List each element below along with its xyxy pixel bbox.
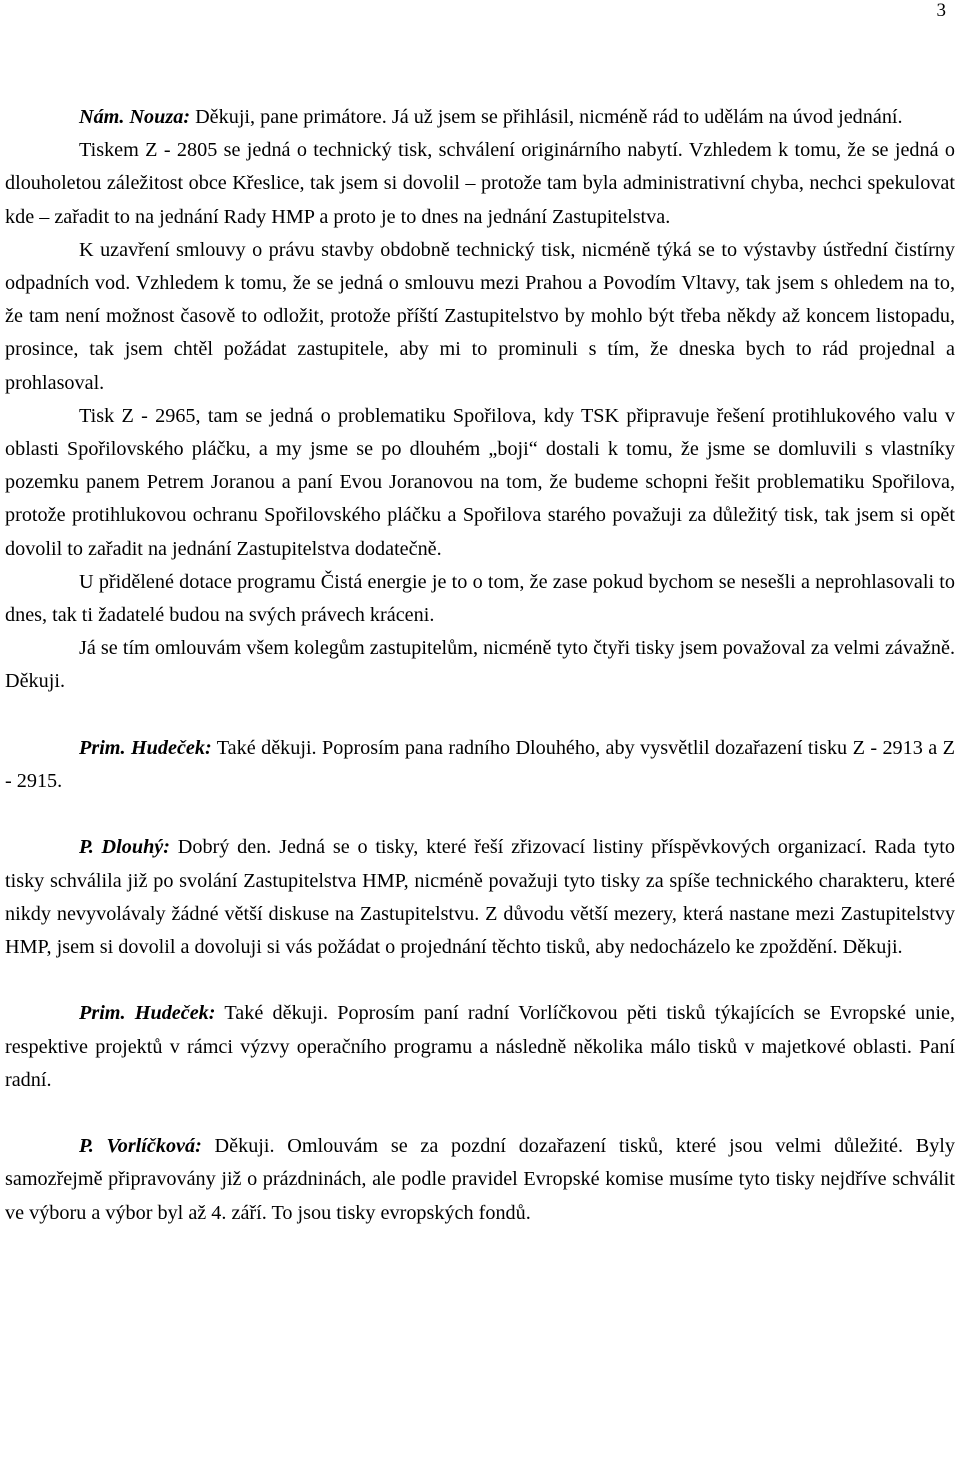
page-number: 3 (936, 0, 946, 21)
paragraph (5, 831, 955, 964)
paragraph (5, 134, 955, 234)
speaker-name: P. Vorlíčková: (79, 1135, 202, 1158)
paragraph-text: Děkuji, pane primátore. Já už jsem se přihlásil, nicméně rád to udělám na úvod jednání. (190, 106, 903, 128)
speaker-name: Nám. Nouza: (79, 106, 191, 128)
paragraph-text: Také děkuji. Poprosím pana radního Dlouhého, aby vysvětlil dozařazení tisku Z - 2913 a Z - 2915. (5, 736, 955, 793)
paragraph-text: K uzavření smlouvy o právu stavby obdobně technický tisk, nicméně týká se to výstavby ústřední čistírny odpadních vod. Vzhledem k tomu, že se jedná o smlouvu mezi Prahou a Povodím Vltavy, tak jsem s ohledem na to, že tam není možnost časově to odložit, protože příští Zastupitelstvo by mohlo být třeba někdy až koncem listopadu, prosince, tak jsem chtěl požádat zastupitele, aby mi to prominuli s tím, že dneska bych to rád projednal a prohlasoval. (5, 238, 955, 394)
speaker-name: P. Dlouhý: (79, 836, 170, 859)
speaker-name: Prim. Hudeček: (79, 736, 212, 759)
paragraph (5, 234, 955, 400)
paragraph (5, 1130, 955, 1230)
paragraph-text: U přidělené dotace programu Čistá energie je to o tom, že zase pokud bychom se nesešli a neprohlasovali to dnes, tak ti žadatelé budou na svých právech kráceni. (5, 570, 955, 627)
paragraph-text: Také děkuji. Poprosím paní radní Vorlíčkovou pěti tisků týkajících se Evropské unie, respektive projektů v rámci výzvy operačního programu a následně několika málo tisků v majetkové oblasti. Paní radní. (5, 1002, 955, 1091)
paragraph (5, 400, 955, 566)
paragraph (5, 566, 955, 632)
paragraph-text: Tiskem Z - 2805 se jedná o technický tisk, schválení originárního nabytí. Vzhledem k tomu, že se jedná o dlouholetou záležitost obce Křeslice, tak jsem si dovolil – protože tam byla administrativní chyba, nechci spekulovat kde – zařadit to na jednání Rady HMP a proto je to dnes na jednání Zastupitelstva. (5, 139, 955, 228)
paragraph-text: Dobrý den. Jedná se o tisky, které řeší zřizovací listiny příspěvkových organizací. Rada tyto tisky schválila již po svolání Zastupitelstva HMP, nicméně považuji tyto tisky za spíše technického charakteru, které nikdy nevyvolávaly žádné větší diskuse na Zastupitelstvu. Z důvodu větší mezery, která nastane mezi Zastupitelstvy HMP, jsem si dovolil a dovoluji si vás požádat o projednání těchto tisků, aby nedocházelo ke zpoždění. Děkuji. (5, 836, 955, 959)
paragraph (5, 632, 955, 698)
paragraph-text: Já se tím omlouvám všem kolegům zastupitelům, nicméně tyto čtyři tisky jsem považoval za velmi závažně. Děkuji. (5, 637, 955, 693)
paragraph (5, 732, 955, 798)
transcript-body (5, 101, 955, 1230)
paragraph-text: Tisk Z - 2965, tam se jedná o problematiku Spořilova, kdy TSK připravuje řešení protihlukového valu v oblasti Spořilovského pláčku, a my jsme se po dlouhém „boji“ dostali k tomu, že jsme se domluvili s vlastníky pozemku panem Petrem Joranou a paní Evou Joranovou na tom, že budeme schopni řešit problematiku Spořilova, protože protihlukovou ochranu Spořilovského pláčku a Spořilova starého považuji za důležitý tisk, tak jsem si opět dovolil to zařadit na jednání Zastupitelstva dodatečně. (5, 404, 955, 560)
speaker-name: Prim. Hudeček: (79, 1002, 216, 1025)
paragraph (5, 997, 955, 1097)
paragraph (5, 101, 955, 134)
paragraph-text: Děkuji. Omlouvám se za pozdní dozařazení tisků, které jsou velmi důležité. Byly samozřejmě připravovány již o prázdninách, ale podle pravidel Evropské komise musíme tyto tisky nejdříve schválit ve výboru a výbor byl až 4. září. To jsou tisky evropských fondů. (5, 1135, 955, 1224)
